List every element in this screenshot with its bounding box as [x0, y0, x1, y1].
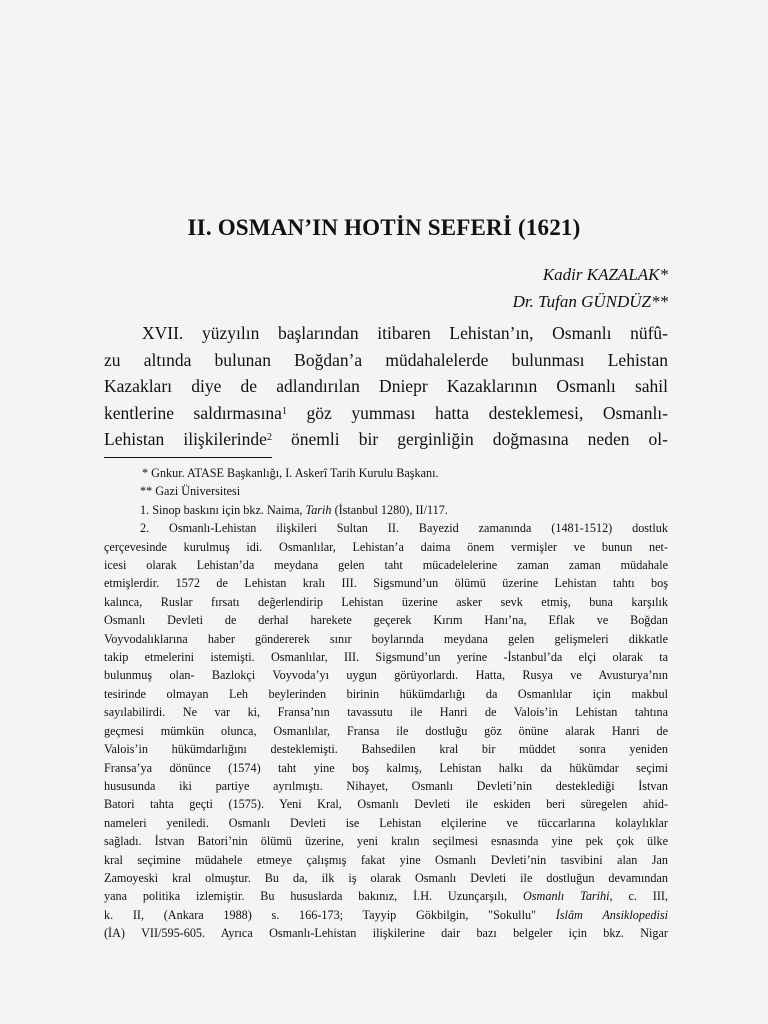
- footnote-2-line: sayılabilirdi. Ne var ki, Fransa’nın tavassutu ile Hanri de Valois’in Lehistan tahtına: [104, 705, 668, 720]
- footnote-2-line: Osmanlı Devleti de derhal harekete geçerek Kırım Hanı’na, Eflak ve Boğdan: [104, 613, 668, 628]
- body-text-segment: kentlerine saldırmasına: [104, 402, 282, 423]
- footnote-work-title: İslâm Ansiklopedisi: [555, 907, 669, 922]
- footnote-2-line: takip etmelerini istemişti. Osmanlılar, III. Sigsmund’un yerine -İstanbul’da elçi olarak ta: [104, 650, 668, 665]
- body-line: [104, 400, 668, 427]
- footnote-text: 1. Sinop baskını için bkz. Naima,: [140, 502, 306, 517]
- body-line: [104, 426, 668, 453]
- footnote-2-line: 2. Osmanlı-Lehistan ilişkileri Sultan II. Bayezid zamanında (1481-1512) dostluk: [140, 521, 668, 536]
- footnote-2-line: hususunda iki partiye ayrılmıştı. Nihayet, Osmanlı Devleti’nin desteklediği İstvan: [104, 778, 668, 793]
- author-2: Dr. Tufan GÜNDÜZ**: [512, 292, 668, 311]
- body-text-segment: Lehistan ilişkilerinde: [104, 429, 267, 449]
- footnote-work-title: Osmanlı Tarihi,: [523, 889, 613, 904]
- body-line: XVII. yüzyılın başlarından itibaren Lehistan’ın, Osmanlı nüfû-: [142, 323, 668, 343]
- footnote-2-line: Valois’in hükümdarlığını desteklemişti. Bahsedilen kral bir müddet sonra yeniden: [104, 742, 668, 757]
- footnote-text: c. III,: [612, 889, 668, 904]
- footnote-star: * Gnkur. ATASE Başkanlığı, I. Askerî Tarih Kurulu Başkanı.: [142, 466, 439, 480]
- footnote-2-line: etmişlerdir. 1572 de Lehistan kralı III. Sigsmund’un ölümü üzerine Lehistan tahtı boş: [104, 576, 668, 591]
- footnote-text: k. II, (Ankara 1988) s. 166-173; Tayyip Gökbilgin, "Sokullu": [104, 907, 556, 922]
- footnote-text: yana politika izlemiştir. Bu hususlarda bakınız, İ.H. Uzunçarşılı,: [104, 889, 523, 904]
- footnote-2-line: sağladı. İstvan Batori’nin ölümü üzerine, yeni kralın seçilmesi esnasında yine pek çok ülke: [104, 834, 668, 849]
- footnote-2-line: bulunmuş olan- Bazlokçi Voyvoda’yı uygun görüyorlardı. Hatta, Rusya ve Avusturya’nın: [104, 668, 668, 683]
- footnote-ref-1: 1: [281, 405, 287, 417]
- footnote-2-line: Batori tahta geçti (1575). Yeni Kral, Osmanlı Devleti ile eskiden beri süregelen ahid-: [104, 797, 668, 812]
- body-text-segment: göz yumması hatta desteklemesi, Osmanlı-: [286, 402, 668, 423]
- body-paragraph: [104, 320, 668, 453]
- body-line: zu altında bulunan Boğdan’a müdahalelerde bulunması Lehistan: [104, 349, 668, 370]
- footnote-ref-2: 2: [266, 432, 272, 443]
- author-1: Kadir KAZALAK*: [542, 265, 668, 284]
- footnote-2-line: kalınca, Ruslar fırsatı değerlendirip Lehistan üzerine asker sevk etmiş, buna karşılık: [104, 594, 668, 609]
- footnote-double-star: ** Gazi Üniversitesi: [140, 484, 241, 499]
- footnote-2-line: geçmesi mümkün olunca, Osmanlılar, Fransa ile dostluğu göz önüne alarak Hanri de: [104, 723, 668, 738]
- body-line: Kazakları diye de adlandırılan Dniepr Kazaklarının Osmanlı sahil: [104, 376, 668, 396]
- footnotes: [104, 464, 668, 943]
- footnote-2-line: nameleri yeniledi. Osmanlı Devleti ise Lehistan elçilerine ve tüccarlarına kolaylıklar: [104, 815, 668, 830]
- footnote-2-line: kral seçimine müdahele etmeye çalışmış fakat yine Osmanlı Devleti’nin tasvibini alan Jan: [104, 852, 668, 867]
- footnote-divider: [104, 457, 272, 458]
- footnote-2-line: çerçevesinde kurulmuş idi. Osmanlılar, Lehistan’a daima önem vermişler ve bunun net-: [104, 539, 668, 554]
- footnote-2-line: (İA) VII/595-605. Ayrıca Osmanlı-Lehistan ilişkilerine dair bazı belgeler için bkz. Nigar: [104, 926, 668, 941]
- footnote-work-title: Tarih: [305, 502, 332, 517]
- footnote-2-line: [104, 887, 668, 905]
- footnote-1: [104, 501, 668, 519]
- footnote-2-line: Fransa’ya dönünce (1574) taht yine boş kalmış, Lehistan halkı da hükümdar seçimi: [104, 760, 668, 775]
- article-title: II. OSMAN’IN HOTİN SEFERİ (1621): [187, 215, 581, 240]
- body-text-segment: önemli bir gerginliğin doğmasına neden ol-: [271, 429, 668, 449]
- footnote-2-line: [104, 906, 668, 924]
- footnote-2-line: tesirinde olmayan Leh beylerinden birinin hükümdarlığı da Osmanlılar için makbul: [104, 686, 668, 701]
- author-block: [513, 261, 668, 315]
- footnote-2-line: icesi olarak Lehistan’da meydana gelen taht mücadelelerine zaman zaman müdahale: [104, 558, 668, 573]
- footnote-text: (İstanbul 1280), II/117.: [331, 502, 448, 517]
- footnote-2-line: Voyvodalıklarına haber göndererek sınır boylarında meydana gelen gelişmeleri dikkatle: [104, 631, 668, 646]
- footnote-2-line: Zamoyeski kral olmuştur. Bu da, ilk iş olarak Osmanlı Devleti ile dostluğun devamından: [104, 870, 668, 885]
